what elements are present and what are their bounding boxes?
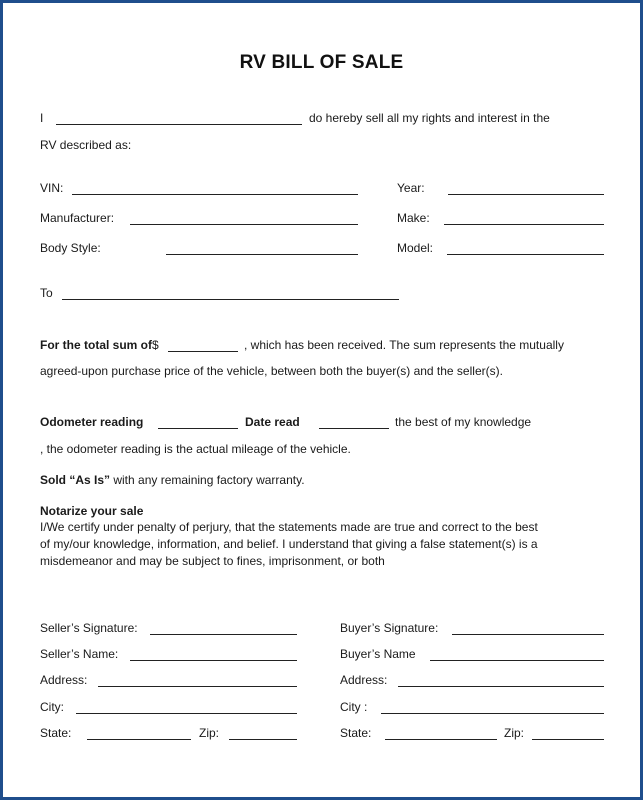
- seller-zip-label: Zip:: [199, 726, 220, 740]
- buyer-address-label: Address:: [340, 673, 388, 687]
- seller-city-blank[interactable]: [76, 713, 297, 714]
- vin-label: VIN:: [40, 181, 64, 195]
- seller-zip-blank[interactable]: [229, 739, 297, 740]
- document-title: RV BILL OF SALE: [239, 52, 404, 73]
- as-is-rest: with any remaining factory warranty.: [110, 473, 305, 487]
- notarize-line-2: of my/our knowledge, information, and belief. I understand that giving a false statement(s) is a: [40, 537, 538, 551]
- manufacturer-label: Manufacturer:: [40, 211, 115, 225]
- vin-blank[interactable]: [72, 194, 358, 195]
- buyer-zip-blank[interactable]: [532, 739, 604, 740]
- buyer-name-label: Buyer’s Name: [340, 647, 416, 661]
- seller-address-blank[interactable]: [98, 686, 297, 687]
- notarize-heading: Notarize your sale: [40, 504, 144, 518]
- seller-name-line[interactable]: [130, 660, 297, 661]
- notarize-line-3: misdemeanor and may be subject to fines, imprisonment, or both: [40, 554, 385, 568]
- buyer-city-blank[interactable]: [381, 713, 604, 714]
- notarize-line-1: I/We certify under penalty of perjury, that the statements made are true and correct to the best: [40, 520, 538, 534]
- year-blank[interactable]: [448, 194, 604, 195]
- buyer-state-label: State:: [340, 726, 372, 740]
- model-blank[interactable]: [447, 254, 604, 255]
- sum-label: For the total sum of: [40, 338, 152, 352]
- manufacturer-blank[interactable]: [130, 224, 358, 225]
- seller-state-label: State:: [40, 726, 72, 740]
- seller-signature-blank[interactable]: [150, 634, 297, 635]
- sum-text-1: , which has been received. The sum represents the mutually: [244, 338, 564, 352]
- odometer-label: Odometer reading: [40, 415, 144, 429]
- to-label: To: [40, 286, 53, 300]
- date-read-blank[interactable]: [319, 428, 389, 429]
- buyer-address-blank[interactable]: [398, 686, 604, 687]
- buyer-signature-label: Buyer’s Signature:: [340, 621, 439, 635]
- intro-suffix: do hereby sell all my rights and interest in the: [309, 111, 550, 125]
- seller-city-label: City:: [40, 700, 64, 714]
- buyer-signature-blank[interactable]: [452, 634, 604, 635]
- odometer-text-2: , the odometer reading is the actual mileage of the vehicle.: [40, 442, 351, 456]
- as-is-statement: [40, 473, 305, 487]
- model-label: Model:: [397, 241, 434, 255]
- as-is-bold: Sold “As Is”: [40, 473, 111, 487]
- intro-prefix: I: [40, 111, 44, 125]
- seller-name-label: Seller’s Name:: [40, 647, 119, 661]
- body-style-blank[interactable]: [166, 254, 358, 255]
- body-style-label: Body Style:: [40, 241, 101, 255]
- seller-state-blank[interactable]: [87, 739, 191, 740]
- year-label: Year:: [397, 181, 425, 195]
- seller-address-label: Address:: [40, 673, 88, 687]
- odometer-blank[interactable]: [158, 428, 238, 429]
- odometer-text-1: the best of my knowledge: [395, 415, 532, 429]
- sum-blank[interactable]: [168, 351, 238, 352]
- intro-line2: RV described as:: [40, 138, 132, 152]
- buyer-state-blank[interactable]: [385, 739, 497, 740]
- make-label: Make:: [397, 211, 430, 225]
- currency-symbol: $: [152, 338, 159, 352]
- sum-text-2: agreed-upon purchase price of the vehicle, between both the buyer(s) and the seller(s).: [40, 364, 503, 378]
- buyer-zip-label: Zip:: [504, 726, 525, 740]
- buyer-name-line[interactable]: [430, 660, 604, 661]
- buyer-city-label: City :: [340, 700, 368, 714]
- buyer-name-blank[interactable]: [62, 299, 399, 300]
- seller-name-blank[interactable]: [56, 124, 302, 125]
- make-blank[interactable]: [444, 224, 604, 225]
- date-read-label: Date read: [245, 415, 300, 429]
- seller-signature-label: Seller’s Signature:: [40, 621, 138, 635]
